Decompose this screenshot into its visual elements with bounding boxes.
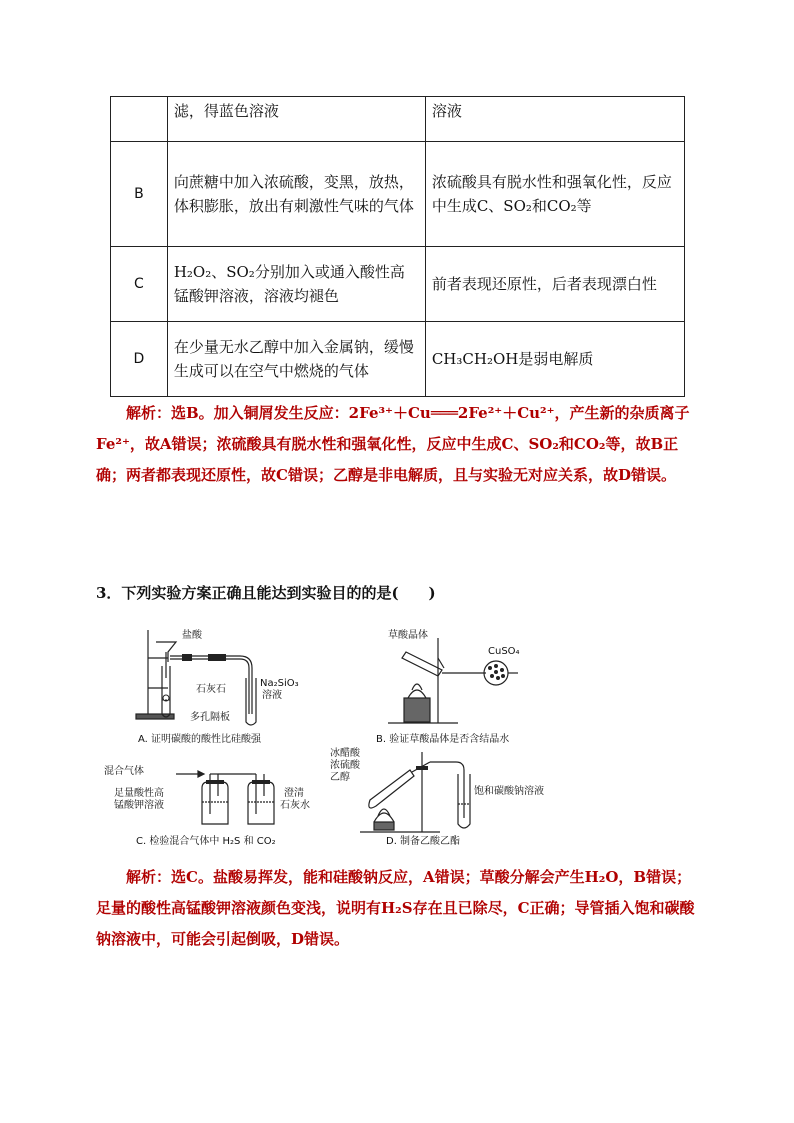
- apparatus-b-drawing: [368, 628, 558, 728]
- figure-b: [368, 628, 558, 745]
- question-3-stem: 3．下列实验方案正确且能达到实验目的的是( ): [96, 584, 436, 602]
- experiment-cell: H₂O₂、SO₂分别加入或通入酸性高锰酸钾溶液，溶液均褪色: [167, 247, 425, 322]
- table-row: [111, 247, 685, 322]
- experiment-cell: 滤，得蓝色溶液: [167, 97, 425, 142]
- label-oxalic-crystal: 草酸晶体: [388, 630, 428, 641]
- row-label: [111, 97, 168, 142]
- caption-b: B. 验证草酸晶体是否含结晶水: [376, 734, 510, 745]
- label-limewater-1: 澄清: [284, 788, 304, 799]
- label-na2sio3: Na₂SiO₃: [260, 678, 299, 689]
- table-row: [111, 142, 685, 247]
- label-porous-plate: 多孔隔板: [190, 712, 230, 723]
- table-row: [111, 322, 685, 397]
- label-hcl: 盐酸: [182, 630, 202, 641]
- label-mixed-gas: 混合气体: [104, 766, 144, 777]
- conclusion-cell: 溶液: [425, 97, 684, 142]
- experiment-cell: 向蔗糖中加入浓硫酸，变黑，放热，体积膨胀，放出有刺激性气味的气体: [167, 142, 425, 247]
- conclusion-cell: CH₃CH₂OH是弱电解质: [425, 322, 684, 397]
- caption-a: A. 证明碳酸的酸性比硅酸强: [138, 734, 262, 745]
- label-limewater-2: 石灰水: [280, 800, 310, 811]
- explanation-text: 解析：选C。盐酸易挥发，能和硅酸钠反应，A错误；草酸分解会产生H₂O，B错误；足量的酸性高锰酸钾溶液颜色变浅，说明有H₂S存在且已除尽，C正确；导管插入饱和碳酸钠溶液中，可能会引起倒吸，D错误。: [96, 868, 695, 948]
- explanation-1: [96, 398, 702, 491]
- conclusion-cell: 浓硫酸具有脱水性和强氧化性，反应中生成C、SO₂和CO₂等: [425, 142, 684, 247]
- figure-d: [330, 744, 570, 848]
- explanation-text: 解析：选B。加入铜屑发生反应：2Fe³⁺＋Cu═══2Fe²⁺＋Cu²⁺，产生新的杂质离子Fe²⁺，故A错误；浓硫酸具有脱水性和强氧化性，反应中生成C、SO₂和CO₂等，故B正确；两者都表现还原性，故C错误；乙醇是非电解质，且与实验无对应关系，故D错误。: [96, 404, 690, 484]
- caption-d: D. 制备乙酸乙酯: [386, 836, 461, 847]
- experiment-cell: 在少量无水乙醇中加入金属钠，缓慢生成可以在空气中燃烧的气体: [167, 322, 425, 397]
- figure-c: [104, 762, 314, 847]
- label-na2co3: 饱和碳酸钠溶液: [474, 786, 544, 797]
- label-limestone: 石灰石: [196, 684, 226, 695]
- label-kmno4-2: 锰酸钾溶液: [114, 800, 164, 811]
- row-label: D: [111, 322, 168, 397]
- row-label: C: [111, 247, 168, 322]
- label-kmno4-1: 足量酸性高: [114, 788, 164, 799]
- table-row: [111, 97, 685, 142]
- label-cuso4: CuSO₄: [488, 646, 520, 657]
- label-acetic-acid: 冰醋酸: [330, 748, 360, 759]
- caption-c: C. 检验混合气体中 H₂S 和 CO₂: [136, 836, 276, 847]
- experiment-table: [110, 96, 685, 397]
- label-solution: 溶液: [262, 690, 282, 701]
- label-ethanol: 乙醇: [330, 772, 350, 783]
- explanation-2: [96, 862, 702, 955]
- label-conc-h2so4: 浓硫酸: [330, 760, 360, 771]
- conclusion-cell: 前者表现还原性，后者表现漂白性: [425, 247, 684, 322]
- figure-a: [128, 628, 318, 745]
- row-label: B: [111, 142, 168, 247]
